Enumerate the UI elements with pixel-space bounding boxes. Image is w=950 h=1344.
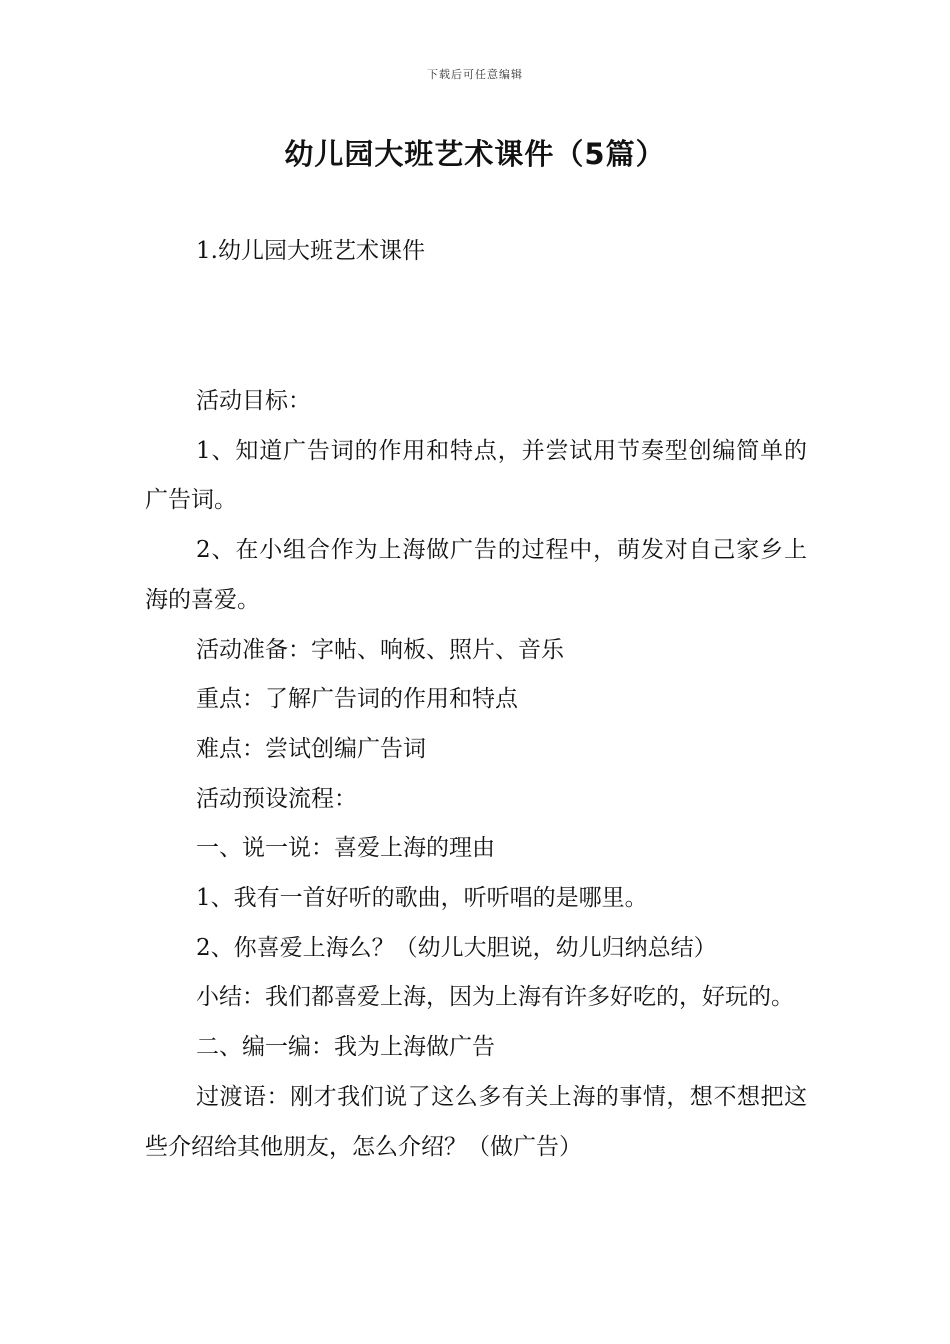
document-title: 幼儿园大班艺术课件（5篇） bbox=[284, 137, 666, 171]
paragraph-transition: 过渡语：刚才我们说了这么多有关上海的事情，想不想把这些介绍给其他朋友，怎么介绍？（做广告） bbox=[145, 1083, 807, 1160]
paragraph-summary: 小结：我们都喜爱上海，因为上海有许多好吃的，好玩的。 bbox=[196, 984, 794, 1011]
paragraph-step-1-item-1: 1、我有一首好听的歌曲，听听唱的是哪里。 bbox=[196, 885, 648, 912]
paragraph-step-2-heading: 二、编一编：我为上海做广告 bbox=[196, 1034, 495, 1061]
paragraph-goal-1: 1、知道广告词的作用和特点，并尝试用节奏型创编简单的广告词。 bbox=[145, 437, 807, 514]
paragraph-difficulty: 难点：尝试创编广告词 bbox=[196, 735, 426, 762]
paragraph-step-1-heading: 一、说一说：喜爱上海的理由 bbox=[196, 835, 495, 862]
document-body bbox=[145, 377, 807, 1172]
paragraph-key-point: 重点：了解广告词的作用和特点 bbox=[196, 686, 518, 713]
section-heading: 1.幼儿园大班艺术课件 bbox=[196, 238, 425, 264]
paragraph-activity-goals: 活动目标： bbox=[196, 388, 311, 414]
paragraph-goal-2: 2、在小组合作为上海做广告的过程中，萌发对自己家乡上海的喜爱。 bbox=[145, 537, 807, 613]
page-header-note: 下载后可任意编辑 bbox=[427, 68, 523, 81]
paragraph-process-heading: 活动预设流程： bbox=[196, 785, 357, 812]
paragraph-step-1-item-2: 2、你喜爱上海么？（幼儿大胆说，幼儿归纳总结） bbox=[196, 934, 717, 961]
paragraph-preparation: 活动准备：字帖、响板、照片、音乐 bbox=[196, 636, 564, 663]
